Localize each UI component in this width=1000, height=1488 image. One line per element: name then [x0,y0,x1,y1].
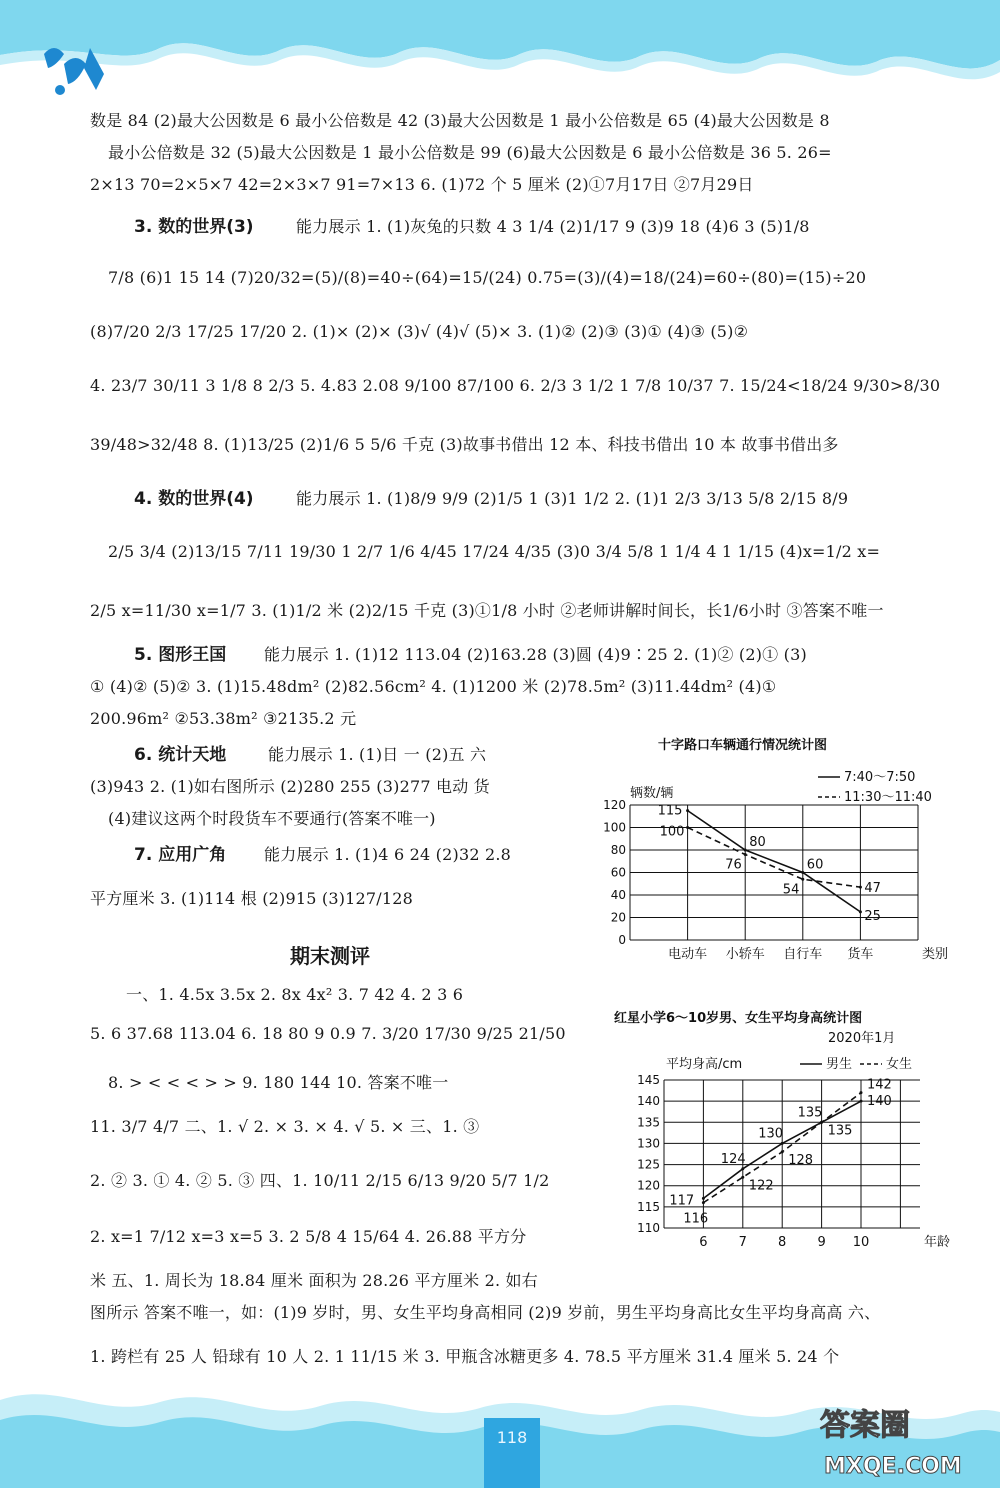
answer-line: ① (4)② (5)② 3. (1)15.48dm² (2)82.56cm² 4. (1)1200 米 (2)78.5m² (3)11.44dm² (4)① [90,677,777,696]
y-axis-label: 平均身高/cm [666,1057,743,1072]
data-label: 135 [827,1123,853,1139]
y-tick-label: 60 [610,865,626,880]
y-tick-label: 120 [603,798,626,812]
data-label: 142 [867,1077,892,1093]
data-point [686,826,689,829]
answer-line: 数是 84 (2)最大公因数是 6 最小公倍数是 42 (3)最大公因数是 1 最小公倍数是 65 (4)最大公因数是 8 [90,111,830,130]
x-tick-label: 自行车 [783,947,823,962]
traffic-line-chart [600,735,949,965]
x-tick-label: 7 [738,1235,747,1250]
data-point [686,809,689,812]
data-label: 128 [788,1152,814,1168]
data-label: 115 [657,803,683,819]
data-point [741,1167,744,1170]
y-tick-label: 40 [610,888,626,902]
x-tick-label: 电动车 [668,947,708,962]
y-tick-label: 0 [618,933,626,947]
data-label: 76 [725,857,742,873]
answer-line: 平方厘米 3. (1)114 根 (2)915 (3)127/128 [90,889,414,908]
section-heading: 5. 图形王国 [134,645,227,665]
data-point [741,1176,744,1179]
series-line [688,811,861,912]
y-tick-label: 135 [637,1115,660,1130]
answer-line: 200.96m² ②53.38m² ③2135.2 元 [90,709,357,728]
page-number: 118 [484,1418,540,1488]
data-point [781,1150,784,1153]
answer-line: 4. 23/7 30/11 3 1/8 8 2/3 5. 4.83 2.08 9/100 87/100 6. 2/3 3 1/2 1 7/8 10/37 7. 15/24<18/24 9/30>8/30 [90,376,941,395]
y-tick-label: 120 [637,1178,660,1193]
x-tick-label: 6 [699,1235,708,1250]
answer-line: 8. > < < < > > 9. 180 144 10. 答案不唯一 [108,1073,449,1092]
answer-line: 2. x=1 7/12 x=3 x=5 3. 2 5/8 4 15/64 4. 26.88 平方分 [90,1227,527,1246]
exam-title: 期末测评 [290,944,370,968]
data-label: 116 [683,1211,709,1227]
data-point [859,910,862,913]
legend-label: 11:30～11:40 [844,790,932,805]
answer-line: 最小公倍数是 32 (5)最大公因数是 1 最小公倍数是 99 (6)最大公因数是 6 最小公倍数是 36 5. 26= [108,143,832,162]
answer-line: 2/5 3/4 (2)13/15 7/11 19/30 1 2/7 1/6 4/45 17/24 4/35 (3)0 3/4 5/8 1 1/4 4 1 1/15 (4)x=1/2 x= [108,542,881,561]
data-point [859,886,862,889]
answer-line: 7/8 (6)1 15 14 (7)20/32=(5)/(8)=40÷(64)=15/(24) 0.75=(3)/(4)=18/(24)=60÷(80)=(15)÷20 [108,268,867,287]
data-label: 54 [782,882,800,898]
answer-line: 2. ② 3. ① 4. ② 5. ③ 四、1. 10/11 2/15 6/13 9/20 5/7 1/2 [90,1171,550,1190]
top-wave-band [0,0,1000,110]
answer-line: 5. 6 37.68 113.04 6. 18 80 9 0.9 7. 3/20 17/30 9/25 21/50 [90,1024,566,1043]
y-tick-label: 20 [610,910,626,925]
chart-subtitle: 2020年1月 [828,1031,896,1046]
answer-line: 米 五、1. 周长为 18.84 厘米 面积为 28.26 平方厘米 2. 如右 [90,1271,538,1290]
section-heading: 7. 应用广角 [134,845,227,865]
x-axis-label: 年龄 [924,1235,951,1250]
data-label: 60 [806,857,824,873]
data-point [744,853,747,856]
answer-line: 一、1. 4.5x 3.5x 2. 8x 4x² 3. 7 42 4. 2 3 6 [126,985,464,1004]
y-tick-label: 110 [637,1221,660,1235]
data-point [702,1197,705,1200]
y-tick-label: 140 [637,1094,660,1109]
answer-line: 能力展示 1. (1)12 113.04 (2)163.28 (3)圆 (4)9∶25 2. (1)② (2)① (3) [264,645,807,664]
data-point [744,849,747,852]
data-label: 47 [864,881,881,897]
series-line [688,828,861,888]
data-label: 124 [720,1151,746,1167]
y-tick-label: 145 [637,1073,660,1087]
section-heading: 4. 数的世界(4) [134,489,254,509]
answer-line: 能力展示 1. (1)灰兔的只数 4 3 1/4 (2)1/17 9 (3)9 18 (4)6 3 (5)1/8 [296,217,810,236]
watermark-logo [810,1395,990,1485]
answer-line: 能力展示 1. (1)4 6 24 (2)32 2.8 [264,845,512,864]
data-point [702,1201,705,1204]
answer-line: (8)7/20 2/3 17/25 17/20 2. (1)× (2)× (3)√ (4)√ (5)× 3. (1)② (2)③ (3)① (4)③ (5)② [90,322,749,341]
data-point [860,1091,863,1094]
legend-label: 女生 [886,1057,913,1072]
answer-line: (4)建议这两个时段货车不要通行(答案不唯一) [108,809,436,828]
section-heading: 6. 统计天地 [134,745,227,765]
answer-line: 39/48>32/48 8. (1)13/25 (2)1/6 5 5/6 千克 (3)故事书借出 12 本、科技书借出 10 本 故事书借出多 [90,435,839,454]
x-axis-label: 类别 [922,947,949,962]
answer-line: 1. 跨栏有 25 人 铅球有 10 人 2. 1 11/15 米 3. 甲瓶含冰糖更多 4. 78.5 平方厘米 31.4 厘米 5. 24 个 [90,1347,840,1366]
data-label: 25 [864,908,881,924]
answer-line: 能力展示 1. (1)日 一 (2)五 六 [268,745,487,764]
data-label: 135 [797,1105,823,1121]
x-tick-label: 8 [778,1235,787,1250]
logo-icon [34,34,124,104]
y-tick-label: 80 [610,843,626,857]
answer-line: 2/5 x=11/30 x=1/7 3. (1)1/2 米 (2)2/15 千克 (3)①1/8 小时 ②老师讲解时间长，长1/6小时 ③答案不唯一 [90,601,884,620]
answer-line: (3)943 2. (1)如右图所示 (2)280 255 (3)277 电动 货 [90,777,490,796]
data-point [801,878,804,881]
x-tick-label: 9 [817,1235,826,1250]
y-tick-label: 130 [637,1136,660,1151]
legend-label: 男生 [826,1057,853,1072]
x-tick-label: 10 [852,1235,870,1250]
answer-line: 2×13 70=2×5×7 42=2×3×7 91=7×13 6. (1)72 个 5 厘米 (2)①7月17日 ②7月29日 [90,175,754,194]
data-label: 140 [867,1094,892,1110]
y-tick-label: 125 [637,1157,660,1172]
answer-line: 能力展示 1. (1)8/9 9/9 (2)1/5 1 (3)1 1/2 2. (1)1 2/3 3/13 5/8 2/15 8/9 [296,489,849,508]
data-point [781,1142,784,1145]
answer-line: 11. 3/7 4/7 二、1. √ 2. × 3. × 4. √ 5. × 三、1. ③ [90,1117,480,1136]
data-point [820,1121,823,1124]
watermark-line2: MXQE.COM [824,1454,962,1479]
y-tick-label: 100 [603,820,626,835]
y-axis-label: 辆数/辆 [630,786,674,801]
y-tick-label: 115 [637,1199,660,1214]
height-line-chart [600,1008,951,1283]
data-label: 130 [758,1126,784,1142]
data-label: 117 [669,1193,695,1209]
legend-label: 7:40～7:50 [844,770,916,785]
chart-title: 十字路口车辆通行情况统计图 [658,738,828,753]
x-tick-label: 小轿车 [725,947,765,962]
data-point [801,871,804,874]
data-label: 80 [749,835,766,850]
watermark-line1: 答案圈 [820,1408,910,1443]
section-heading: 3. 数的世界(3) [134,217,254,237]
chart-title: 红星小学6～10岁男、女生平均身高统计图 [614,1011,863,1026]
data-label: 100 [659,824,685,840]
data-point [860,1100,863,1103]
answer-line: 图所示 答案不唯一，如：(1)9 岁时，男、女生平均身高相同 (2)9 岁前，男生平均身高比女生平均身高高 六、 [90,1303,881,1322]
x-tick-label: 货车 [847,947,874,962]
data-label: 122 [748,1178,774,1194]
